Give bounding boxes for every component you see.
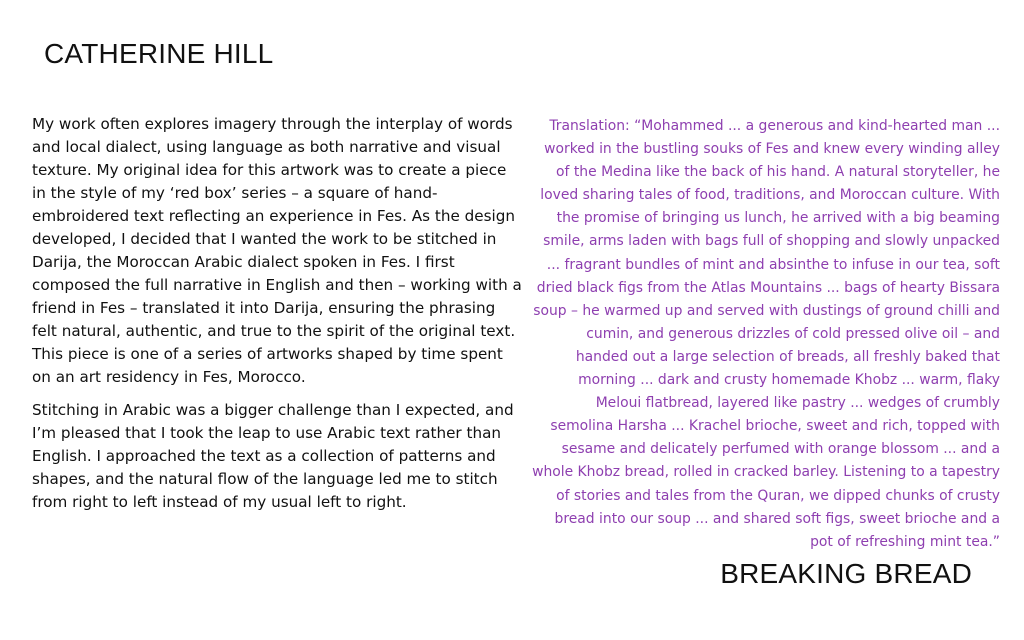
artist-name: CATHERINE HILL xyxy=(44,38,274,69)
artist-statement xyxy=(32,113,522,524)
statement-paragraph: My work often explores imagery through the interplay of words and local dialect, using language as both narrative and visual texture. My original idea for this artwork was to create a piece in the style of my ‘red box’ series – a square of hand-embroidered text reflecting an experience in Fes. As the design developed, I decided that I wanted the work to be stitched in Darija, the Moroccan Arabic dialect spoken in Fes. I first composed the full narrative in English and then – working with a friend in Fes – translated it into Darija, ensuring the phrasing felt natural, authentic, and true to the spirit of the original text. This piece is one of a series of artworks shaped by time spent on an art residency in Fes, Morocco. xyxy=(32,115,522,386)
translation-text: Translation: “Mohammed ... a generous and kind-hearted man ... worked in the bustling souks of Fes and knew every winding alley of the Medina like the back of his hand. A natural storyteller, he loved sharing tales of food, traditions, and Moroccan culture. With the promise of bringing us lunch, he arrived with a big beaming smile, arms laden with bags full of shopping and slowly unpacked ... fragrant bundles of mint and absinthe to infuse in our tea, soft dried black figs from the Atlas Mountains ... bags of hearty Bissara soup – he warmed up and served with dustings of ground chilli and cumin, and generous drizzles of cold pressed olive oil – and handed out a large selection of breads, all freshly baked that morning ... dark and crusty homemade Khobz ... warm, flaky Meloui flatbread, layered like pastry ... wedges of crumbly semolina Harsha ... Krachel brioche, sweet and rich, topped with sesame and delicately perfumed with orange blossom ... and a whole Khobz bread, rolled in cracked barley. Listening to a tapestry of stories and tales from the Quran, we dipped chunks of crusty bread into our soup ... and shared soft figs, sweet brioche and a pot of refreshing mint tea.” xyxy=(532,118,1000,550)
statement-paragraph: Stitching in Arabic was a bigger challenge than I expected, and I’m pleased that I took the leap to use Arabic text rather than English. I approached the text as a collection of patterns and shapes, and the natural flow of the language led me to stitch from right to left instead of my usual left to right. xyxy=(32,401,514,511)
artwork-title: BREAKING BREAD xyxy=(720,558,972,589)
